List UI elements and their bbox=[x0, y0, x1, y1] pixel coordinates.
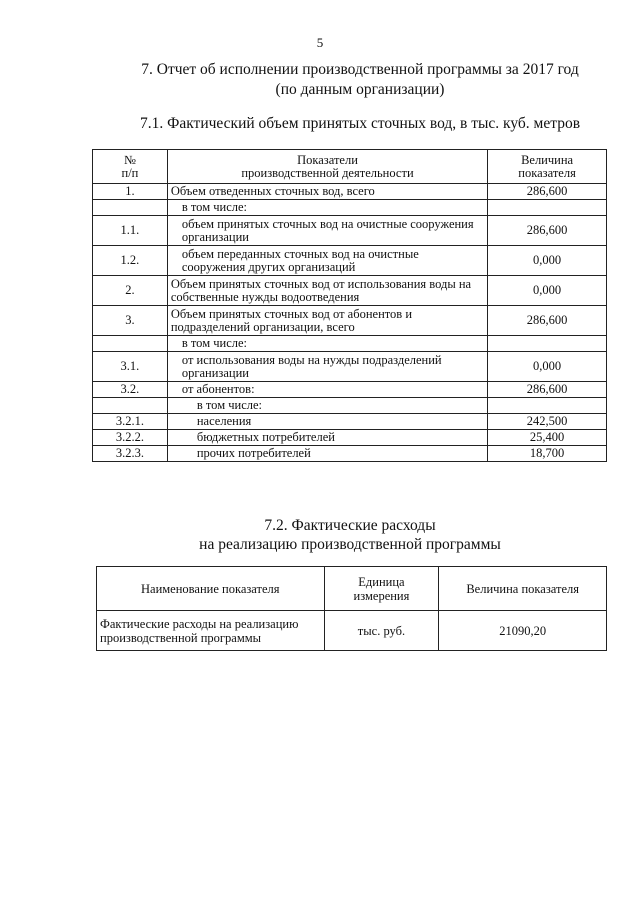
table-row bbox=[93, 216, 607, 246]
row-label: в том числе: bbox=[167, 398, 487, 414]
row-label: в том числе: bbox=[167, 200, 487, 216]
header-indicator bbox=[167, 150, 487, 184]
report-title-line2: (по данным организации) bbox=[275, 81, 445, 98]
header-value-line1: Величина bbox=[521, 152, 574, 167]
row-num: 1.2. bbox=[93, 246, 168, 276]
table-row bbox=[97, 611, 607, 651]
row-unit: тыс. руб. bbox=[324, 611, 439, 651]
row-name: Фактические расходы на реализацию производственной программы bbox=[97, 611, 325, 651]
row-label: в том числе: bbox=[167, 336, 487, 352]
row-num: 1. bbox=[93, 184, 168, 200]
header-unit-line1: Единица bbox=[358, 574, 405, 589]
row-label: прочих потребителей bbox=[167, 446, 487, 462]
header-unit bbox=[324, 567, 439, 611]
table-row bbox=[93, 306, 607, 336]
header-value-line2: показателя bbox=[518, 165, 576, 180]
section-7-2-title bbox=[90, 516, 610, 554]
header-value bbox=[488, 150, 607, 184]
table-header-row bbox=[93, 150, 607, 184]
row-num bbox=[93, 398, 168, 414]
table-row bbox=[93, 352, 607, 382]
row-num: 3.2.3. bbox=[93, 446, 168, 462]
row-value: 286,600 bbox=[488, 382, 607, 398]
row-num bbox=[93, 200, 168, 216]
row-value: 286,600 bbox=[488, 306, 607, 336]
row-value bbox=[488, 336, 607, 352]
table-row bbox=[93, 246, 607, 276]
header-indicator-line2: производственной деятельности bbox=[241, 165, 414, 180]
table-row bbox=[93, 398, 607, 414]
section-7-1-title: 7.1. Фактический объем принятых сточных вод, в тыс. куб. метров bbox=[139, 115, 581, 132]
header-indicator-line1: Показатели bbox=[297, 152, 358, 167]
row-num: 3.2.1. bbox=[93, 414, 168, 430]
row-num bbox=[93, 336, 168, 352]
row-num: 3.2. bbox=[93, 382, 168, 398]
report-title bbox=[90, 60, 630, 100]
row-value: 0,000 bbox=[488, 276, 607, 306]
row-value: 0,000 bbox=[488, 246, 607, 276]
row-value bbox=[488, 398, 607, 414]
table-row bbox=[93, 336, 607, 352]
section-7-2-title-line1: 7.2. Фактические расходы bbox=[264, 517, 436, 534]
report-title-line1: 7. Отчет об исполнении производственной программы за 2017 год bbox=[141, 61, 579, 78]
header-name: Наименование показателя bbox=[97, 567, 325, 611]
row-num: 3.1. bbox=[93, 352, 168, 382]
table-row bbox=[93, 276, 607, 306]
row-value: 242,500 bbox=[488, 414, 607, 430]
page-number: 5 bbox=[316, 35, 324, 50]
row-value: 0,000 bbox=[488, 352, 607, 382]
header-unit-line2: измерения bbox=[353, 588, 410, 603]
row-num: 2. bbox=[93, 276, 168, 306]
table-row bbox=[93, 184, 607, 200]
row-value: 286,600 bbox=[488, 184, 607, 200]
section-7-2-title-line2: на реализацию производственной программы bbox=[199, 536, 501, 553]
header-num-line1: № bbox=[123, 152, 136, 167]
table-row bbox=[93, 446, 607, 462]
header-value: Величина показателя bbox=[439, 567, 607, 611]
table-row bbox=[93, 382, 607, 398]
row-value: 286,600 bbox=[488, 216, 607, 246]
row-value: 18,700 bbox=[488, 446, 607, 462]
wastewater-volume-table bbox=[92, 149, 607, 462]
row-num: 3. bbox=[93, 306, 168, 336]
row-label: от абонентов: bbox=[167, 382, 487, 398]
row-label: объем переданных сточных вод на очистные сооружения других организаций bbox=[167, 246, 487, 276]
table-row bbox=[93, 200, 607, 216]
row-label: Объем отведенных сточных вод, всего bbox=[167, 184, 487, 200]
program-expenses-table bbox=[96, 566, 607, 651]
row-value bbox=[488, 200, 607, 216]
table-row bbox=[93, 414, 607, 430]
row-num: 3.2.2. bbox=[93, 430, 168, 446]
header-num bbox=[93, 150, 168, 184]
row-value: 21090,20 bbox=[439, 611, 607, 651]
row-label: Объем принятых сточных вод от использования воды на собственные нужды водоотведения bbox=[167, 276, 487, 306]
row-label: от использования воды на нужды подразделений организации bbox=[167, 352, 487, 382]
header-num-line2: п/п bbox=[121, 165, 139, 180]
table-row bbox=[93, 430, 607, 446]
row-label: Объем принятых сточных вод от абонентов и подразделений организации, всего bbox=[167, 306, 487, 336]
table-header-row bbox=[97, 567, 607, 611]
row-label: населения bbox=[167, 414, 487, 430]
row-label: бюджетных потребителей bbox=[167, 430, 487, 446]
row-label: объем принятых сточных вод на очистные сооружения организации bbox=[167, 216, 487, 246]
row-num: 1.1. bbox=[93, 216, 168, 246]
row-value: 25,400 bbox=[488, 430, 607, 446]
